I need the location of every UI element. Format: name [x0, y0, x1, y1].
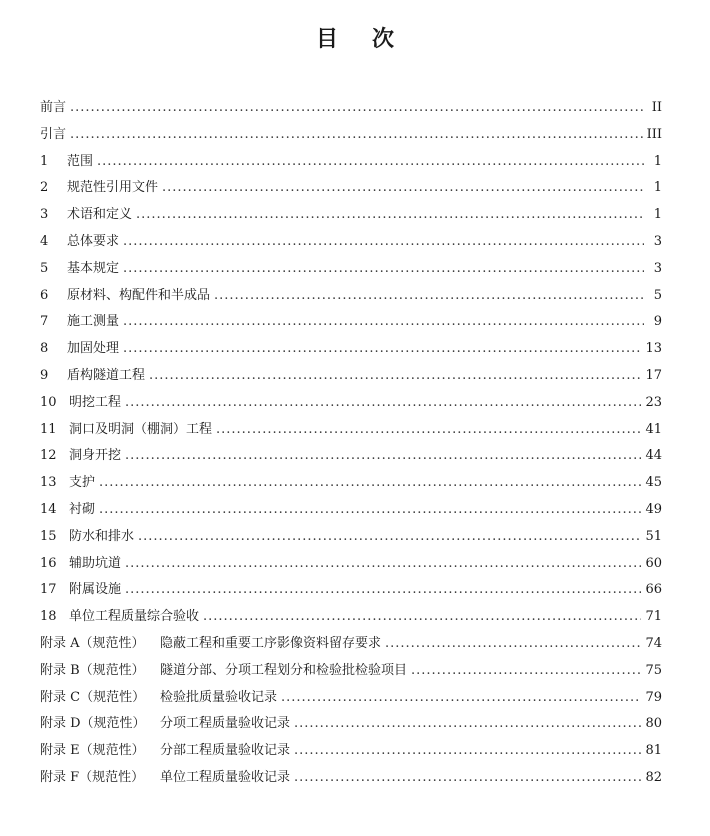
- toc-entry-page: 80: [645, 716, 662, 732]
- toc-entry-title: 隐蔽工程和重要工序影像资料留存要求: [160, 635, 382, 651]
- toc-entry-page: 75: [645, 662, 662, 678]
- toc-entry-title: 范围: [67, 153, 94, 169]
- toc-entry-title: 单位工程质量验收记录: [160, 769, 291, 785]
- toc-entry[interactable]: [40, 363, 662, 390]
- toc-entry-title: 盾构隧道工程: [67, 367, 146, 383]
- toc-dot-leader: [123, 309, 644, 336]
- toc-entry-page: 1: [653, 153, 662, 169]
- toc-entry[interactable]: [40, 470, 662, 497]
- toc-entry[interactable]: [40, 604, 662, 631]
- toc-entry-number: 15: [40, 528, 57, 544]
- toc-entry-page: 1: [653, 180, 662, 196]
- toc-dot-leader: [294, 765, 641, 792]
- toc-entry-title: 单位工程质量综合验收: [69, 609, 200, 625]
- toc-entry[interactable]: [40, 336, 662, 363]
- toc-dot-leader: [125, 443, 641, 470]
- toc-dot-leader: [385, 631, 641, 658]
- toc-entry-page: 82: [645, 769, 662, 785]
- toc-entry-title: 明挖工程: [69, 394, 122, 410]
- toc-entry-page: 45: [645, 475, 662, 491]
- toc-dot-leader: [70, 122, 643, 149]
- toc-dot-leader: [138, 524, 641, 551]
- toc-entry-title: 原材料、构配件和半成品: [67, 287, 211, 303]
- toc-entry-title: 分项工程质量验收记录: [160, 716, 291, 732]
- toc-entry-title: 支护: [69, 475, 96, 491]
- toc-entry-number: 附录 C（规范性）: [40, 689, 146, 705]
- toc-entry-page: 1: [653, 207, 662, 223]
- toc-entry-number: 13: [40, 475, 57, 491]
- toc-entry-number: 7: [40, 314, 49, 330]
- toc-dot-leader: [123, 336, 641, 363]
- toc-entry-number: 4: [40, 233, 49, 249]
- toc-dot-leader: [125, 551, 641, 578]
- toc-dot-leader: [149, 363, 641, 390]
- page-title-right: 次: [372, 27, 395, 52]
- toc-entry-page: 3: [653, 233, 662, 249]
- toc-entry-title: 加固处理: [67, 341, 120, 357]
- toc-dot-leader: [214, 283, 644, 310]
- toc-entry-number: 附录 F（规范性）: [40, 769, 145, 785]
- toc-entry[interactable]: [40, 229, 662, 256]
- toc-entry-title: 前言: [40, 100, 67, 115]
- toc-entry-page: 49: [645, 501, 662, 517]
- toc-entry[interactable]: [40, 658, 662, 685]
- toc-entry-page: II: [651, 100, 662, 115]
- toc-entry-number: 1: [40, 153, 49, 169]
- toc-entry[interactable]: [40, 283, 662, 310]
- toc-entry[interactable]: [40, 577, 662, 604]
- toc-dot-leader: [203, 604, 641, 631]
- toc-entry[interactable]: [40, 765, 662, 792]
- table-of-contents: [40, 95, 662, 792]
- toc-entry-page: 3: [653, 260, 662, 276]
- toc-entry[interactable]: [40, 149, 662, 176]
- toc-dot-leader: [70, 95, 644, 122]
- toc-entry-number: 6: [40, 287, 49, 303]
- toc-entry-number: 18: [40, 609, 57, 625]
- toc-entry-number: 2: [40, 180, 49, 196]
- toc-entry-title: 洞口及明洞（棚洞）工程: [69, 421, 213, 437]
- toc-entry-title: 附属设施: [69, 582, 122, 598]
- toc-entry-page: 60: [645, 555, 662, 571]
- toc-entry[interactable]: [40, 417, 662, 444]
- toc-entry[interactable]: [40, 122, 662, 149]
- toc-entry-title: 规范性引用文件: [67, 180, 159, 196]
- toc-entry-number: 16: [40, 555, 57, 571]
- toc-entry[interactable]: [40, 256, 662, 283]
- toc-entry[interactable]: [40, 685, 662, 712]
- toc-dot-leader: [136, 202, 644, 229]
- toc-dot-leader: [99, 497, 641, 524]
- toc-entry-page: 13: [645, 341, 662, 357]
- toc-dot-leader: [123, 229, 644, 256]
- toc-dot-leader: [123, 256, 644, 283]
- toc-entry-page: 17: [645, 367, 662, 383]
- toc-entry[interactable]: [40, 497, 662, 524]
- toc-entry[interactable]: [40, 390, 662, 417]
- toc-entry-number: 附录 D（规范性）: [40, 716, 146, 732]
- toc-entry[interactable]: [40, 524, 662, 551]
- toc-entry-title: 总体要求: [67, 233, 120, 249]
- toc-entry[interactable]: [40, 443, 662, 470]
- toc-entry[interactable]: [40, 711, 662, 738]
- toc-entry-title: 防水和排水: [69, 528, 135, 544]
- toc-entry-number: 5: [40, 260, 49, 276]
- toc-entry-page: 44: [645, 448, 662, 464]
- toc-entry-page: 74: [645, 635, 662, 651]
- toc-entry-page: 71: [645, 609, 662, 625]
- toc-entry-page: 23: [645, 394, 662, 410]
- toc-entry-page: 66: [645, 582, 662, 598]
- toc-dot-leader: [294, 738, 641, 765]
- toc-entry-number: 10: [40, 394, 57, 410]
- toc-entry-number: 17: [40, 582, 57, 598]
- toc-entry-title: 隧道分部、分项工程划分和检验批检验项目: [160, 662, 408, 678]
- toc-entry-page: 51: [645, 528, 662, 544]
- toc-entry-page: 5: [653, 287, 662, 303]
- toc-dot-leader: [125, 390, 641, 417]
- toc-entry-number: 12: [40, 448, 57, 464]
- toc-entry[interactable]: [40, 175, 662, 202]
- toc-entry-title: 施工测量: [67, 314, 120, 330]
- toc-dot-leader: [99, 470, 641, 497]
- page-title-left: 目: [315, 27, 338, 52]
- toc-entry-title: 基本规定: [67, 260, 120, 276]
- toc-entry-number: 附录 B（规范性）: [40, 662, 145, 678]
- toc-entry-title: 术语和定义: [67, 207, 133, 223]
- toc-entry-title: 衬砌: [69, 501, 96, 517]
- toc-entry-page: 41: [645, 421, 662, 437]
- toc-entry-title: 辅助坑道: [69, 555, 122, 571]
- toc-entry-number: 附录 E（规范性）: [40, 743, 145, 759]
- toc-entry-number: 3: [40, 207, 49, 223]
- toc-entry[interactable]: [40, 551, 662, 578]
- toc-entry-page: 79: [645, 689, 662, 705]
- toc-dot-leader: [125, 577, 641, 604]
- toc-entry-number: 11: [40, 421, 57, 437]
- toc-dot-leader: [97, 149, 644, 176]
- toc-entry-page: 81: [645, 743, 662, 759]
- toc-entry-page: 9: [653, 314, 662, 330]
- toc-entry[interactable]: [40, 95, 662, 122]
- toc-entry-number: 14: [40, 501, 57, 517]
- toc-dot-leader: [411, 658, 641, 685]
- toc-dot-leader: [281, 685, 641, 712]
- toc-entry-number: 8: [40, 341, 49, 357]
- toc-entry[interactable]: [40, 202, 662, 229]
- toc-dot-leader: [162, 175, 644, 202]
- toc-entry-title: 洞身开挖: [69, 448, 122, 464]
- toc-entry[interactable]: [40, 631, 662, 658]
- toc-dot-leader: [216, 417, 641, 444]
- toc-entry-number: 9: [40, 367, 49, 383]
- toc-entry-number: 附录 A（规范性）: [40, 635, 145, 651]
- page-title: [0, 22, 710, 53]
- toc-entry-title: 引言: [40, 126, 67, 142]
- toc-dot-leader: [294, 711, 641, 738]
- toc-entry[interactable]: [40, 738, 662, 765]
- toc-entry-page: III: [646, 126, 662, 142]
- toc-entry[interactable]: [40, 309, 662, 336]
- toc-entry-title: 分部工程质量验收记录: [160, 743, 291, 759]
- toc-entry-title: 检验批质量验收记录: [160, 689, 278, 705]
